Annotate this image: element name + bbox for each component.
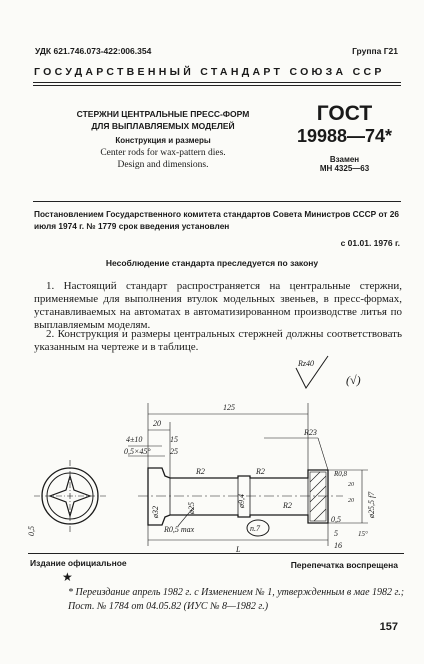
dim-r2-c: R2 [283,501,292,510]
hatched-section [310,472,326,521]
state-standard-banner: ГОСУДАРСТВЕННЫЙ СТАНДАРТ СОЮЗА ССР [34,66,385,78]
dim-r08: R0,8 [334,470,348,478]
title-english-2: Design and dimensions. [117,160,209,170]
footer-rule [28,553,404,554]
gost-label: ГОСТ [316,102,373,125]
header-rule-thick [33,82,401,83]
resolution-text: Постановлением Государственного комитета стандартов Совета Министров СССР от 26 июля 1974 г. № 1779 срок введения установлен [34,209,399,231]
dim-d94: ø9,4 [237,494,246,508]
dim-angle: 15° [358,530,368,538]
dim-d255: ø25,5 f7 [367,491,376,518]
dim-r23: R23 [304,428,317,437]
note-reference: п.7 [250,524,260,533]
dim-20-b: 20 [348,498,354,504]
dim-05-left: 0,5 [27,526,36,536]
noncompliance-notice: Несоблюдение стандарта преследуется по закону [105,258,319,268]
replaces-label: Взамен [329,155,360,164]
dim-r2-b: R2 [256,467,265,476]
header-rule-thin [33,85,401,86]
title-subtitle: Конструкция и размеры [115,136,211,145]
dim-d25: ø25 [187,502,196,514]
dim-05-right: 0,5 [331,515,341,524]
dim-r2-a: R2 [196,467,205,476]
roughness-main: Rz40 [298,359,314,368]
paragraph-1: 1. Настоящий стандарт распространяется на центральные стержни, применяемые для выполнения втулок модельных звеньев, в пресс-формах, устанавливаемых на автоматах в автоматизированном производстве литья по выплавляемым моделям. [34,280,402,331]
dim-5: 5 [334,529,338,538]
dim-15: 15 [170,435,178,444]
star-icon: ★ [62,570,73,584]
roughness-other: (√) [346,373,361,387]
page-number: 157 [379,621,398,633]
dim-20-a: 20 [348,482,354,488]
title-block [38,108,288,171]
title-line-2: ДЛЯ ВЫПЛАВЛЯЕМЫХ МОДЕЛЕЙ [91,121,235,131]
replaces-value: МН 4325—63 [319,164,370,173]
dim-d32: ø32 [151,506,160,518]
effective-date: с 01.01. 1976 г. [340,238,400,248]
dim-125: 125 [223,403,235,412]
official-edition: Издание официальное [30,558,127,568]
gost-number: 19988—74* [296,126,393,146]
dim-20: 20 [153,419,161,428]
title-english-1: Center rods for wax-pattern dies. [100,148,226,158]
title-line-1: СТЕРЖНИ ЦЕНТРАЛЬНЫЕ ПРЕСС-ФОРМ [76,109,250,119]
udk-code: УДК 621.746.073-422:006.354 [35,46,152,56]
group-code: Группа Г21 [352,46,398,56]
dim-16: 16 [334,541,342,550]
dim-4: 4±10 [126,435,143,444]
dim-r05: R0,5 max [164,525,195,534]
dim-chamfer: 0,5×45° [124,447,151,456]
dim-l: L [236,545,241,554]
dim-25: 25 [170,447,178,456]
paragraph-2: 2. Конструкция и размеры центральных стержней должны соответствовать указанным на чертеже и в таблице. [34,328,402,353]
gost-block [287,103,402,173]
resolution-rule [33,201,401,202]
reprint-prohibited: Перепечатка воспрещена [290,560,398,570]
reissue-note: * Переиздание апрель 1982 г. с Изменением № 1, утвержденным в мае 1982 г.; Пост. № 1784 от 04.05.82 (ИУС № 8—1982 г.) [68,587,405,612]
end-view [34,460,106,532]
technical-drawing [28,358,408,568]
